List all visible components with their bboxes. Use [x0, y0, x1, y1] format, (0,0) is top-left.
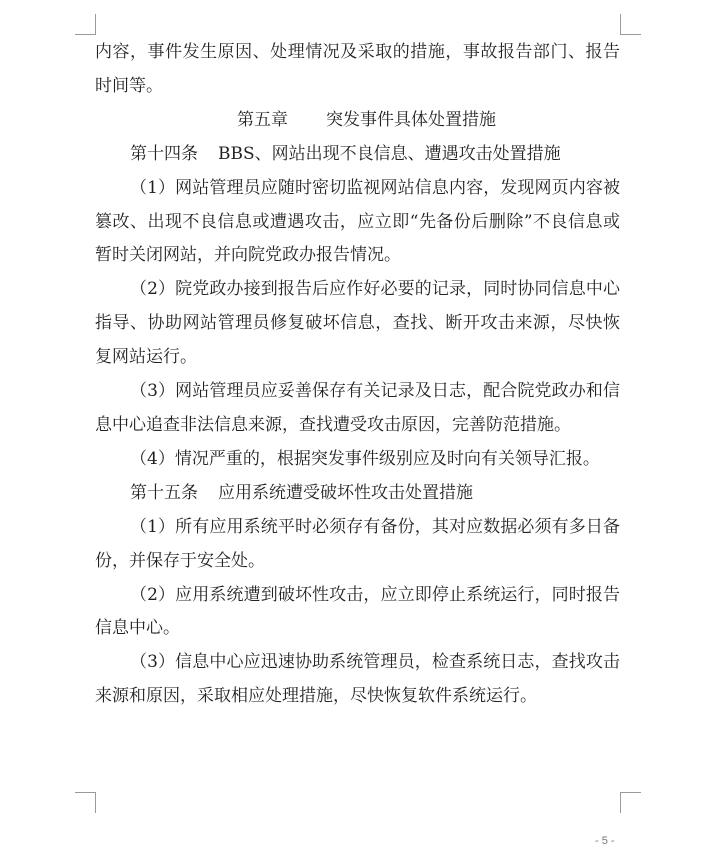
- document-body: [95, 36, 620, 714]
- article-heading: [95, 477, 620, 511]
- corner-mark-bottom-right: [620, 792, 641, 813]
- article-title: 应用系统遭受破坏性攻击处置措施: [218, 482, 473, 503]
- continuation-paragraph: 内容，事件发生原因、处理情况及采取的措施，事故报告部门、报告时间等。: [95, 42, 620, 96]
- article-paragraph: （3）网站管理员应妥善保存有关记录及日志，配合院党政办和信息中心追查非法信息来源，查找遭受攻击原因，完善防范措施。: [95, 381, 620, 435]
- chapter-title: 突发事件具体处置措施: [326, 109, 496, 130]
- article-number: 第十四条: [130, 143, 198, 164]
- article-paragraph: （1）网站管理员应随时密切监视网站信息内容，发现网页内容被篡改、出现不良信息或遭遇攻击，应立即“先备份后删除”不良信息或暂时关闭网站，并向院党政办报告情况。: [95, 177, 620, 266]
- corner-mark-top-left: [75, 14, 96, 35]
- corner-mark-bottom-left: [75, 792, 96, 813]
- article-paragraph: （2）院党政办接到报告后应作好必要的记录，同时协同信息中心指导、协助网站管理员修复破坏信息，查找、断开攻击来源，尽快恢复网站运行。: [95, 279, 620, 368]
- article-heading: [95, 138, 620, 172]
- chapter-heading: [95, 104, 620, 138]
- chapter-number: 第五章: [237, 109, 288, 130]
- article-paragraph: （4）情况严重的，根据突发事件级别应及时向有关领导汇报。: [130, 448, 600, 469]
- article-title: BBS、网站出现不良信息、遭遇攻击处置措施: [218, 143, 561, 164]
- article-number: 第十五条: [130, 482, 198, 503]
- corner-mark-top-right: [620, 14, 641, 35]
- article-paragraph: （2）应用系统遭到破坏性攻击，应立即停止系统运行，同时报告信息中心。: [95, 584, 620, 639]
- article-paragraph: （1）所有应用系统平时必须存有备份，其对应数据必须有多日备份，并保存于安全处。: [95, 516, 620, 571]
- article-paragraph: （3）信息中心应迅速协助系统管理员，检查系统日志，查找攻击来源和原因，采取相应处理措施，尽快恢复软件系统运行。: [95, 652, 620, 707]
- page-number: - 5 -: [595, 835, 615, 847]
